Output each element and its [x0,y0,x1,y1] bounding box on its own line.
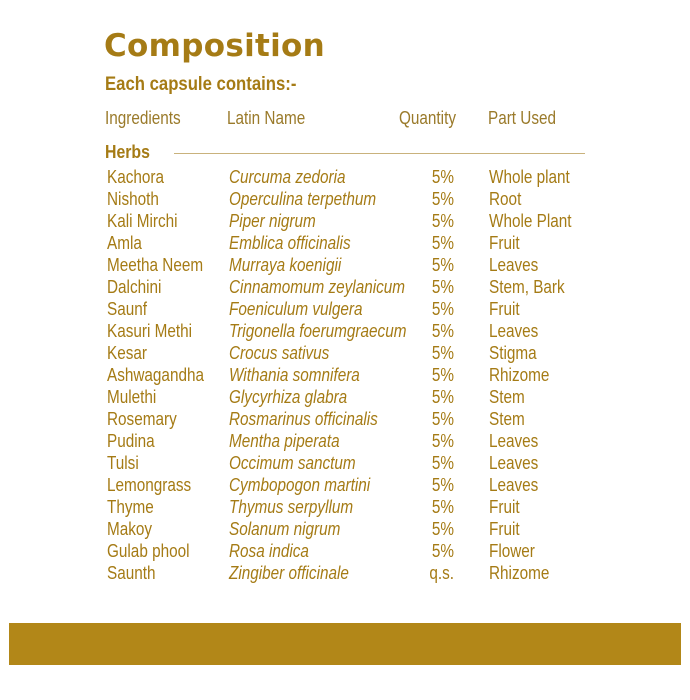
quantity-value: 5% [431,255,454,275]
ingredient-name: Saunf [107,299,147,319]
table-row [0,342,690,364]
table-row [0,430,690,452]
quantity-value: 5% [431,299,454,319]
part-used: Fruit [489,519,520,539]
part-used: Leaves [489,255,539,275]
quantity-value: 5% [431,189,454,209]
quantity-value: 5% [431,387,454,407]
quantity-value: 5% [431,541,454,561]
latin-name: Solanum nigrum [229,519,341,539]
table-row [0,452,690,474]
latin-name: Rosmarinus officinalis [229,409,378,429]
table-row [0,408,690,430]
table-row [0,188,690,210]
table-row [0,276,690,298]
table-row [0,364,690,386]
quantity-value: 5% [431,365,454,385]
latin-name: Foeniculum vulgera [229,299,363,319]
table-row [0,166,690,188]
table-row [0,562,690,584]
latin-name: Mentha piperata [229,431,340,451]
part-used: Stem [489,387,525,407]
latin-name: Operculina terpethum [229,189,377,209]
part-used: Rhizome [489,365,550,385]
latin-name: Piper nigrum [229,211,316,231]
ingredient-name: Pudina [107,431,155,451]
part-used: Fruit [489,233,520,253]
ingredient-name: Mulethi [107,387,157,407]
quantity-value: 5% [431,519,454,539]
latin-name: Emblica officinalis [229,233,351,253]
ingredient-name: Makoy [107,519,153,539]
ingredient-name: Thyme [107,497,154,517]
part-used: Rhizome [489,563,550,583]
page-title: Composition [104,28,326,64]
ingredient-name: Nishoth [107,189,159,209]
quantity-value: 5% [431,343,454,363]
table-row [0,320,690,342]
ingredient-name: Rosemary [107,409,177,429]
part-used: Fruit [489,299,520,319]
ingredient-name: Kali Mirchi [107,211,178,231]
ingredient-name: Meetha Neem [107,255,204,275]
ingredient-name: Tulsi [107,453,139,473]
ingredient-name: Kachora [107,167,164,187]
column-header-ingredients: Ingredients [105,108,181,128]
column-header-part-used: Part Used [488,108,557,128]
table-row [0,254,690,276]
latin-name: Glycyrhiza glabra [229,387,348,407]
latin-name: Withania somnifera [229,365,360,385]
section-heading-herbs: Herbs [105,142,150,162]
section-divider [174,153,585,154]
latin-name: Curcuma zedoria [229,167,346,187]
latin-name: Cymbopogon martini [229,475,371,495]
quantity-value: 5% [431,167,454,187]
ingredient-name: Kesar [107,343,147,363]
latin-name: Trigonella foerumgraecum [229,321,407,341]
quantity-value: 5% [431,321,454,341]
table-row [0,518,690,540]
part-used: Leaves [489,431,539,451]
latin-name: Occimum sanctum [229,453,356,473]
part-used: Leaves [489,321,539,341]
footer-bar [9,623,681,665]
quantity-value: 5% [431,475,454,495]
column-header-latin-name: Latin Name [227,108,306,128]
subtitle: Each capsule contains:- [105,74,297,95]
ingredient-name: Amla [107,233,142,253]
quantity-value: 5% [431,497,454,517]
quantity-value: 5% [431,453,454,473]
ingredient-name: Saunth [107,563,156,583]
table-row [0,474,690,496]
latin-name: Thymus serpyllum [229,497,354,517]
ingredients-table [0,166,690,584]
table-row [0,540,690,562]
quantity-value: 5% [431,409,454,429]
table-row [0,298,690,320]
part-used: Whole plant [489,167,570,187]
latin-name: Zingiber officinale [229,563,349,583]
quantity-value: 5% [431,211,454,231]
quantity-value: 5% [431,277,454,297]
part-used: Root [489,189,522,209]
quantity-value: 5% [431,233,454,253]
ingredient-name: Lemongrass [107,475,192,495]
part-used: Stigma [489,343,537,363]
part-used: Stem, Bark [489,277,565,297]
part-used: Fruit [489,497,520,517]
ingredient-name: Dalchini [107,277,162,297]
part-used: Flower [489,541,535,561]
latin-name: Rosa indica [229,541,309,561]
latin-name: Crocus sativus [229,343,330,363]
ingredient-name: Gulab phool [107,541,190,561]
column-header-quantity: Quantity [399,108,456,128]
ingredient-name: Ashwagandha [107,365,204,385]
part-used: Whole Plant [489,211,572,231]
table-row [0,386,690,408]
quantity-value: 5% [431,431,454,451]
table-row [0,496,690,518]
latin-name: Cinnamomum zeylanicum [229,277,406,297]
part-used: Leaves [489,475,539,495]
part-used: Stem [489,409,525,429]
part-used: Leaves [489,453,539,473]
table-row [0,232,690,254]
latin-name: Murraya koenigii [229,255,342,275]
ingredient-name: Kasuri Methi [107,321,193,341]
quantity-value: q.s. [429,563,454,583]
table-row [0,210,690,232]
